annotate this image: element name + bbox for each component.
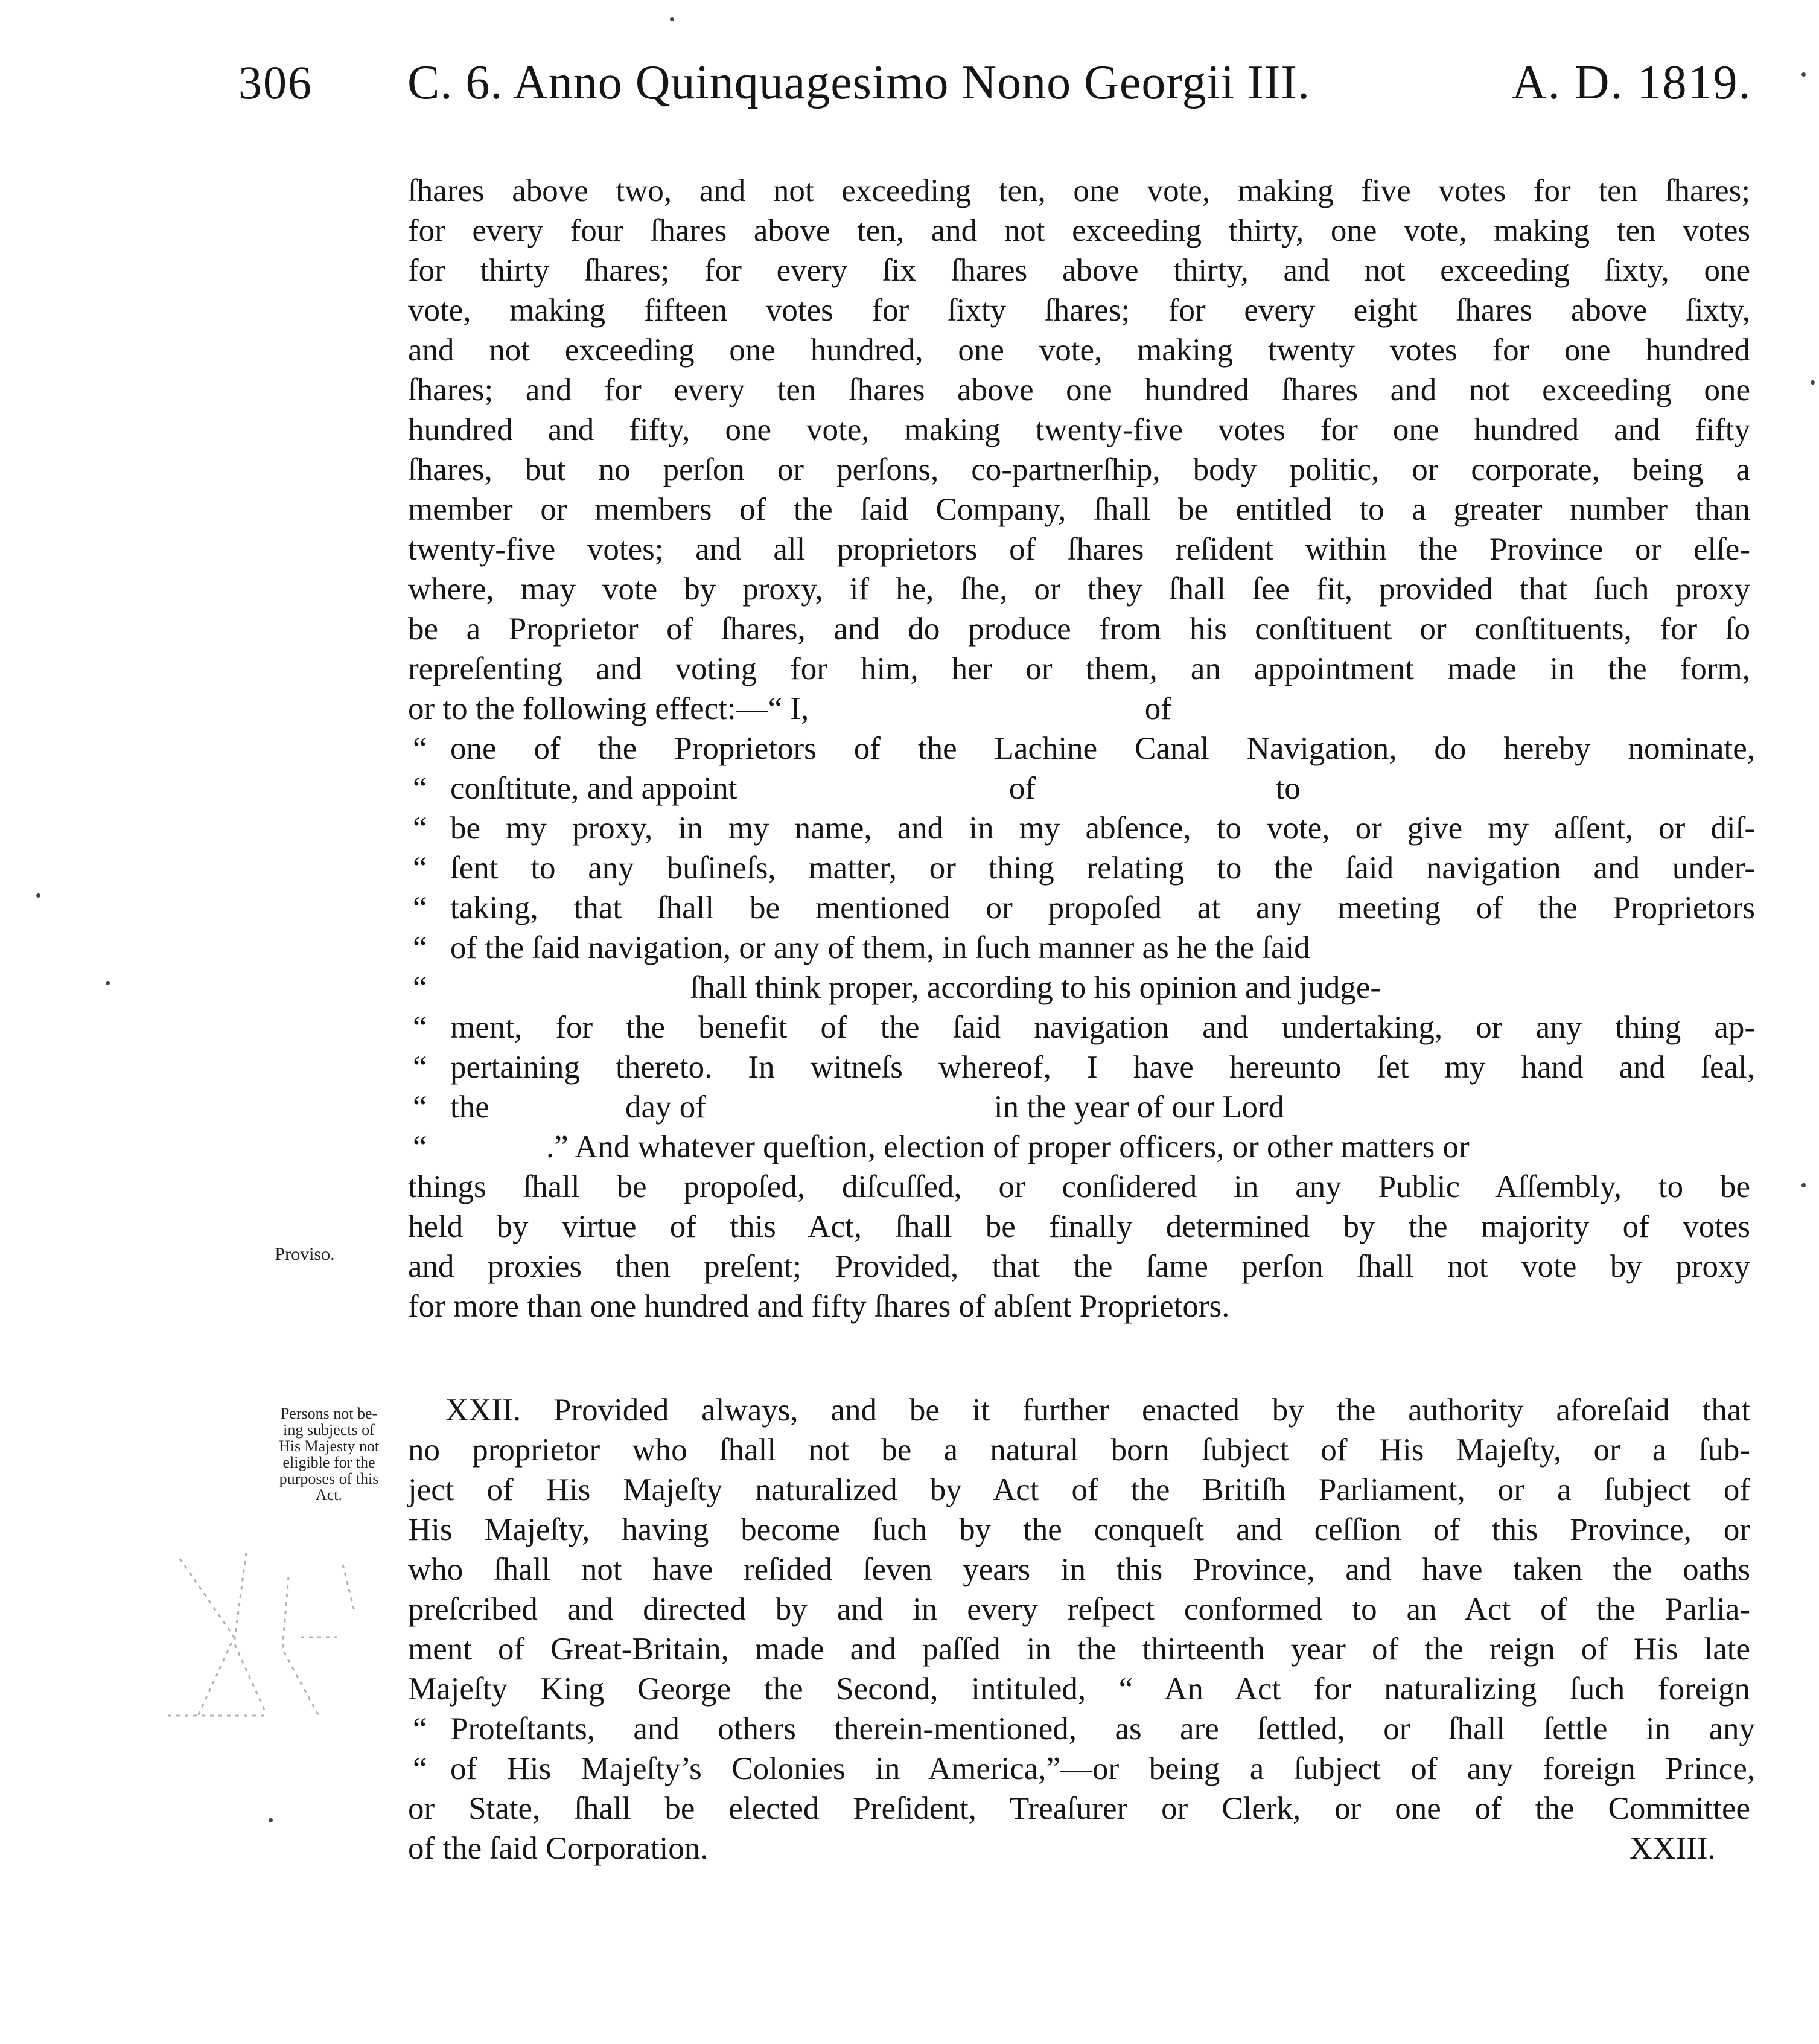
quoted-line xyxy=(413,1127,1755,1169)
text-line: ſhares; and for every ten ſhares above one hundred ſhares and not exceeding one xyxy=(408,372,1750,407)
running-title: C. 6. Anno Quinquagesimo Nono Georgii III. xyxy=(407,56,1310,109)
quoted-line xyxy=(413,888,1755,930)
margin-note-persons-not-subjects xyxy=(247,1405,410,1503)
quoted-line xyxy=(413,848,1755,890)
quote-mark: “ xyxy=(413,1129,427,1164)
text-line: ment of Great-Britain, made and paſſed in the thirteenth year of the reign of His late xyxy=(408,1632,1750,1667)
quote-mark: “ xyxy=(413,771,427,806)
text-line: things ſhall be propoſed, diſcuſſed, or conſidered in any Public Aſſembly, to be xyxy=(408,1169,1750,1204)
text-line: where, may vote by proxy, if he, ſhe, or they ſhall ſee fit, provided that ſuch proxy xyxy=(408,572,1750,607)
text-line: and proxies then preſent; Provided, that the ſame perſon ſhall not vote by proxy xyxy=(408,1249,1750,1284)
text-line: one of the Proprietors of the Lachine Canal Navigation, do hereby nominate, xyxy=(450,731,1755,766)
page-header xyxy=(0,56,1819,134)
quote-mark: “ xyxy=(413,1711,427,1746)
print-speck xyxy=(36,893,40,898)
quote-mark: “ xyxy=(413,731,427,766)
anno-date: A. D. 1819. xyxy=(1512,56,1752,109)
print-speck xyxy=(1801,1183,1806,1187)
text-line: twenty-five votes; and all proprietors of ſhares reſident within the Province or elſe- xyxy=(408,532,1750,567)
quoted-line xyxy=(413,968,1755,1010)
print-speck xyxy=(1801,72,1806,77)
text-line: ject of His Majeſty naturalized by Act of the Britiſh Parliament, or a ſubject of xyxy=(408,1472,1750,1507)
text-line: the day of in the year of our Lord xyxy=(450,1090,1285,1125)
margin-note-line: Persons not be- xyxy=(280,1405,378,1422)
text-line: held by virtue of this Act, ſhall be finally determined by the majority of votes xyxy=(408,1209,1750,1244)
text-line: .” And whatever queſtion, election of proper officers, or other matters or xyxy=(450,1129,1470,1164)
quoted-line xyxy=(413,729,1755,771)
text-line: conſtitute, and appoint of to xyxy=(450,771,1301,806)
text-line: of the ſaid navigation, or any of them, in ſuch manner as he the ſaid xyxy=(450,930,1310,965)
text-line: taking, that ſhall be mentioned or propoſed at any meeting of the Proprietors xyxy=(450,890,1755,925)
quote-mark: “ xyxy=(413,970,427,1005)
quote-mark: “ xyxy=(413,851,427,886)
text-line: for thirty ſhares; for every ſix ſhares above thirty, and not exceeding ſixty, one xyxy=(408,253,1750,288)
text-line: hundred and fifty, one vote, making twenty-five votes for one hundred and fifty xyxy=(408,412,1750,447)
text-line: pertaining thereto. In witneſs whereof, I have hereunto ſet my hand and ſeal, xyxy=(450,1050,1755,1085)
text-line: be my proxy, in my name, and in my abſence, to vote, or give my aſſent, or diſ- xyxy=(450,811,1755,846)
page-number: 306 xyxy=(238,56,313,109)
print-speck xyxy=(1811,380,1815,385)
text-line: repreſenting and voting for him, her or them, an appointment made in the form, xyxy=(408,651,1750,686)
faded-stamp-mark xyxy=(162,1541,415,1722)
text-line: no proprietor who ſhall not be a natural born ſubject of His Majeſty, or a ſub- xyxy=(408,1432,1750,1468)
text-line: ſent to any buſineſs, matter, or thing relating to the ſaid navigation and under- xyxy=(450,851,1755,886)
quoted-line xyxy=(413,768,1755,811)
section-xxii-opening: XXII. Provided always, and be it further enacted by the authority aforeſaid that xyxy=(445,1393,1750,1428)
quote-mark: “ xyxy=(413,1751,427,1786)
text-line: be a Proprietor of ſhares, and do produce from his conſtituent or conſtituents, for ſo xyxy=(408,612,1750,647)
text-line: Proteſtants, and others therein-mentioned, as are ſettled, or ſhall ſettle in any xyxy=(450,1711,1755,1746)
quoted-line xyxy=(413,1749,1755,1791)
text-line: for every four ſhares above ten, and not exceeding thirty, one vote, making ten votes xyxy=(408,213,1750,248)
quoted-line xyxy=(413,1709,1755,1751)
text-line: preſcribed and directed by and in every reſpect conformed to an Act of the Parlia- xyxy=(408,1592,1750,1627)
quoted-line xyxy=(413,1008,1755,1050)
text-line: member or members of the ſaid Company, ſhall be entitled to a greater number than xyxy=(408,492,1750,527)
text-line: and not exceeding one hundred, one vote, making twenty votes for one hundred xyxy=(408,333,1750,368)
text-line: or to the following effect:—“ I, of xyxy=(408,691,1171,726)
catchword: XXIII. xyxy=(1629,1831,1716,1866)
quoted-line xyxy=(413,1087,1755,1129)
margin-note-line: ing subjects of xyxy=(283,1421,375,1439)
margin-note-proviso: Proviso. xyxy=(275,1244,335,1264)
text-line: ſhares, but no perſon or perſons, co-partnerſhip, body politic, or corporate, being a xyxy=(408,452,1750,487)
print-speck xyxy=(269,1818,273,1822)
quote-mark: “ xyxy=(413,1090,427,1125)
margin-note-line: Act. xyxy=(315,1486,343,1504)
quote-mark: “ xyxy=(413,1050,427,1085)
text-line: or State, ſhall be elected Preſident, Treaſurer or Clerk, or one of the Committee xyxy=(408,1791,1750,1826)
text-line: His Majeſty, having become ſuch by the conqueſt and ceſſion of this Province, or xyxy=(408,1512,1750,1547)
margin-note-line: eligible for the xyxy=(282,1454,375,1471)
quote-mark: “ xyxy=(413,811,427,846)
print-speck xyxy=(106,981,110,985)
print-speck xyxy=(670,17,674,21)
text-line: Majeſty King George the Second, intituled, “ An Act for naturalizing ſuch foreign xyxy=(408,1672,1750,1707)
margin-note-line: purposes of this xyxy=(279,1470,379,1487)
quote-mark: “ xyxy=(413,890,427,925)
quoted-line xyxy=(413,1047,1755,1090)
quoted-line xyxy=(413,808,1755,851)
text-line: who ſhall not have reſided ſeven years in this Province, and have taken the oaths xyxy=(408,1552,1750,1587)
text-line: vote, making fifteen votes for ſixty ſhares; for every eight ſhares above ſixty, xyxy=(408,293,1750,328)
margin-note-line: His Majesty not xyxy=(278,1437,380,1455)
text-line: ment, for the benefit of the ſaid navigation and undertaking, or any thing ap- xyxy=(450,1010,1755,1045)
text-line: ſhall think proper, according to his opinion and judge- xyxy=(450,970,1381,1005)
quote-mark: “ xyxy=(413,930,427,965)
text-line: ſhares above two, and not exceeding ten, one vote, making five votes for ten ſhares; xyxy=(408,173,1750,208)
text-line: for more than one hundred and fifty ſhares of abſent Proprietors. xyxy=(408,1289,1230,1324)
quoted-line xyxy=(413,928,1755,970)
text-line: of the ſaid Corporation. xyxy=(408,1831,709,1866)
quote-mark: “ xyxy=(413,1010,427,1045)
text-line: of His Majeſty’s Colonies in America,”—or being a ſubject of any foreign Prince, xyxy=(450,1751,1755,1786)
